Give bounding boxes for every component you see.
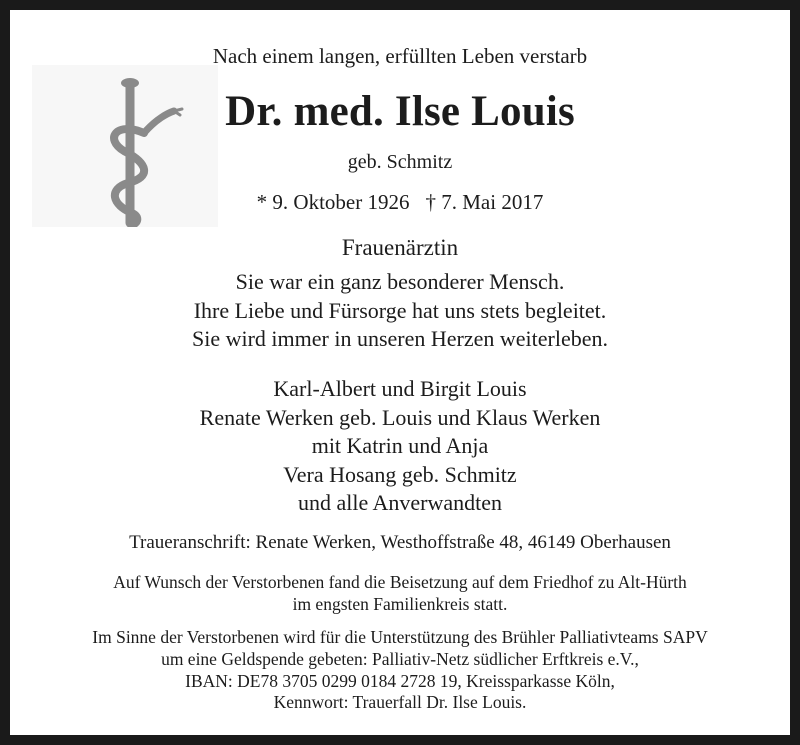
verse-line: Ihre Liebe und Fürsorge hat uns stets begleitet. — [193, 297, 607, 323]
donation-line: IBAN: DE78 3705 0299 0184 2728 19, Kreissparkasse Köln, — [185, 670, 615, 691]
mourner-line: Vera Hosang geb. Schmitz — [283, 461, 517, 487]
mourning-address: Traueranschrift: Renate Werken, Westhoffstraße 48, 46149 Oberhausen — [129, 532, 671, 553]
verse-line: Sie wird immer in unseren Herzen weiterleben. — [191, 326, 608, 351]
donation-line: Im Sinne der Verstorbenen wird für die Unterstützung des Brühler Palliativteams SAPV — [92, 627, 708, 647]
death-date: † 7. Mai 2017 — [425, 190, 544, 214]
mourner-line: mit Katrin und Anja — [311, 433, 489, 459]
mourners-list — [10, 375, 790, 518]
notice-line: Auf Wunsch der Verstorbenen fand die Beisetzung auf dem Friedhof zu Alt-Hürth — [113, 572, 687, 592]
mourner-line: und alle Anverwandten — [297, 490, 503, 516]
mourner-line: Renate Werken geb. Louis und Klaus Werken — [199, 404, 601, 430]
deceased-name: Dr. med. Ilse Louis — [225, 88, 575, 135]
donation-notice — [10, 627, 790, 714]
birth-date: * 9. Oktober 1926 — [256, 190, 410, 214]
verse-line: Sie war ein ganz besonderer Mensch. — [235, 269, 565, 294]
burial-notice — [10, 572, 790, 615]
donation-line: um eine Geldspende gebeten: Palliativ-Netz südlicher Erftkreis e.V., — [161, 648, 639, 669]
life-dates — [10, 190, 790, 215]
maiden-name: geb. Schmitz — [347, 151, 453, 173]
notice-line: im engsten Familienkreis statt. — [292, 593, 508, 614]
memorial-verse — [10, 268, 790, 354]
donation-line: Kennwort: Trauerfall Dr. Ilse Louis. — [273, 692, 527, 713]
profession: Frauenärztin — [341, 235, 459, 260]
mourner-line: Karl-Albert und Birgit Louis — [273, 376, 527, 401]
intro-text: Nach einem langen, erfüllten Leben verstarb — [212, 44, 588, 68]
